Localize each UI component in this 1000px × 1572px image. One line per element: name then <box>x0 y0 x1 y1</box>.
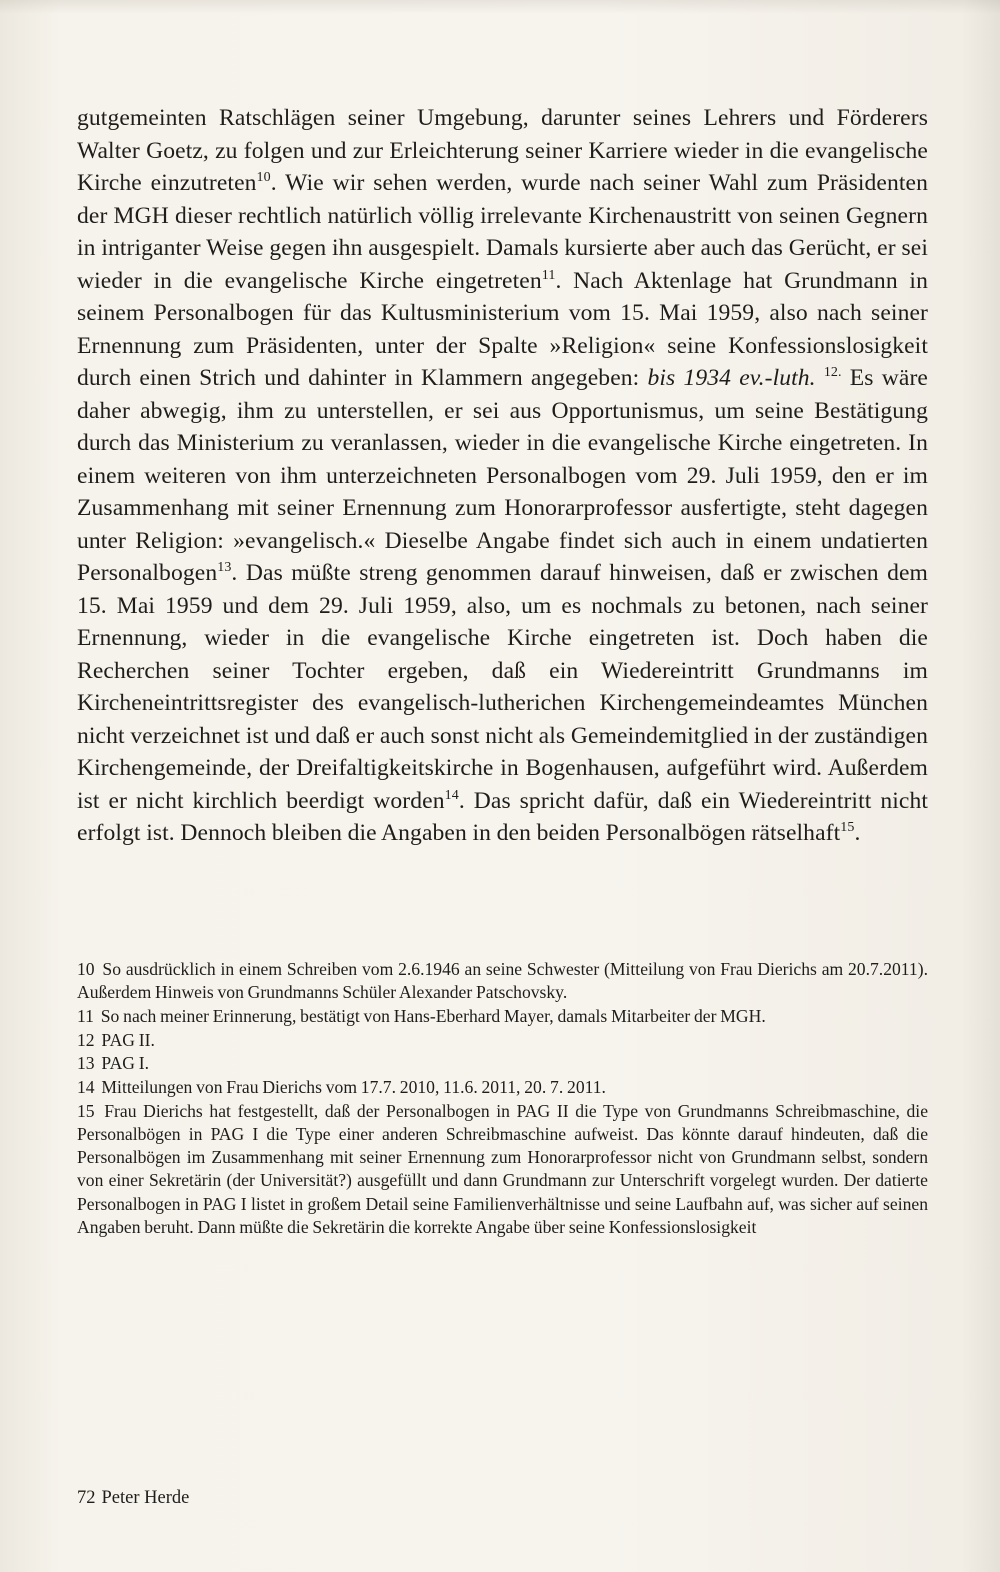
footnote-12 <box>77 1029 928 1052</box>
page-number: 72 <box>77 1488 96 1508</box>
footnote-text: PAG II. <box>101 1029 155 1050</box>
main-text <box>77 102 928 850</box>
footnote-ref-11[interactable]: 11 <box>541 267 556 283</box>
footnote-number: 13 <box>77 1053 95 1074</box>
footnote-ref-13[interactable]: 13 <box>217 560 232 575</box>
footnote-text: So nach meiner Erinnerung, bestätigt von Hans-Eberhard Mayer, damals Mitarbeiter der MGH. <box>100 1005 766 1026</box>
page-edge-shadow <box>962 0 1000 1572</box>
page-top-shadow <box>0 0 1000 14</box>
page-footer <box>77 1487 189 1509</box>
footnotes <box>77 958 928 1239</box>
footnote-number: 15 <box>77 1100 95 1121</box>
footnote-10 <box>77 958 928 1004</box>
footnote-number: 12 <box>77 1029 95 1050</box>
footnote-number: 14 <box>77 1077 95 1098</box>
running-author: Peter Herde <box>101 1488 190 1508</box>
body-paragraph: gutgemeinten Ratschlägen seiner Umgebung, darunter seines Lehrers und Förderers Walter Goetz, zu folgen und zur Erleichterung seiner Karriere wieder in die evangelische Kirche einzutreten$^{10}$. Wie wir sehen werden, wurde nach seiner Wahl zum Präsidenten der MGH dieser rechtlich natürlich völlig irrelevante Kirchenaustritt von seinen Gegnern in intriganter Weise gegen ihn ausgespielt. Damals kursierte aber auch das Gerücht, er sei wieder in die evangelische Kirche eingetreten$^{11}$. Nach Aktenlage hat Grundmann in seinem Personalbogen für das Kultusministerium vom 15. Mai 1959, also nach seiner Ernennung zum Präsidenten, unter der Spalte »Religion« seine Konfessionslosigkeit durch einen Strich und dahinter in Klammern angegeben: bis 1934 ev.-luth. $^{12.}$ Es wäre daher abwegig, ihm zu unterstellen, er sei aus Opportunismus, um seine Bestätigung durch das Ministerium zu veranlassen, wieder in die evangelische Kirche eingetreten. In einem weiteren von ihm unterzeichneten Personalbogen vom 29. Juli 1959, den er im Zusammenhang mit seiner Ernennung zum Honorarprofessor ausfertigte, steht dagegen unter Religion: »evangelisch.« Dieselbe Angabe findet sich auch in einem undatierten Personalbogen$^{13}$. Das müßte streng genommen darauf hinweisen, daß er zwischen dem 15. Mai 1959 und dem 29. Juli 1959, also, um es nochmals zu betonen, nach seiner Ernennung, wieder in die evangelische Kirche eingetreten ist. Doch haben die Recherchen seiner Tochter ergeben, daß ein Wiedereintritt Grundmanns im Kircheneintrittsregister des evangelisch-lutherichen Kirchengemeindeamtes München nicht verzeichnet ist und daß er auch sonst nicht als Gemeindemitglied in der zuständigen Kirchengemeinde, der Dreifaltigkeitskirche in Bogenhausen, aufgeführt wird. Außerdem ist er nicht kirchlich beerdigt worden$^{14}$. Das spricht dafür, daß ein Wiedereintritt nicht erfolgt ist. Dennoch bleiben die Angaben in den beiden Personalbögen rätselhaft$^{15}$. <box>77 105 928 846</box>
footnote-15 <box>77 1100 928 1239</box>
footnote-number: 10 <box>77 959 95 979</box>
footnote-14 <box>77 1076 928 1099</box>
footnote-text: Mitteilungen von Frau Dierichs vom 17.7. 2010, 11.6. 2011, 20. 7. 2011. <box>101 1077 606 1098</box>
footnote-text: So ausdrücklich in einem Schreiben vom 2.6.1946 an seine Schwester (Mitteilung von Frau Dierichs am 20.7.2011). Außerdem Hinweis von Grundmanns Schüler Alexander Patschovsky. <box>77 959 928 1003</box>
footnote-11 <box>77 1005 928 1028</box>
footnote-text: Frau Dierichs hat festgestellt, daß der Personalbogen in PAG II die Type von Grundmanns Schreibmaschine, die Personalbögen in PAG I die Type einer anderen Schreibmaschine aufweist. Das könnte darauf hindeuten, daß die Personalbögen im Zusammenhang mit seiner Ernennung zum Honorarprofessor nicht von Grundmann selbst, sondern von einer Sekretärin (der Universität?) ausgefüllt und dann Grundmann zur Unterschrift vorgelegt wurden. Der datierte Personalbogen in PAG I listet in großem Detail seine Familienverhältnisse und seine Laufbahn auf, was sicher auf seinen Angaben beruht. Dann müßte die Sekretärin die korrekte Angabe über seine Konfessionslosigkeit <box>77 1100 928 1237</box>
footnote-ref-10[interactable]: 10 <box>256 170 271 185</box>
footnote-ref-14[interactable]: 14 <box>444 787 459 803</box>
footnote-13 <box>77 1052 928 1075</box>
footnote-text: PAG I. <box>101 1053 150 1074</box>
italic-quote: bis 1934 ev.-luth. <box>647 365 816 391</box>
footnote-ref-12[interactable]: 12. <box>823 365 842 380</box>
footnote-ref-15[interactable]: 15 <box>840 820 855 835</box>
footnote-number: 11 <box>77 1005 94 1026</box>
